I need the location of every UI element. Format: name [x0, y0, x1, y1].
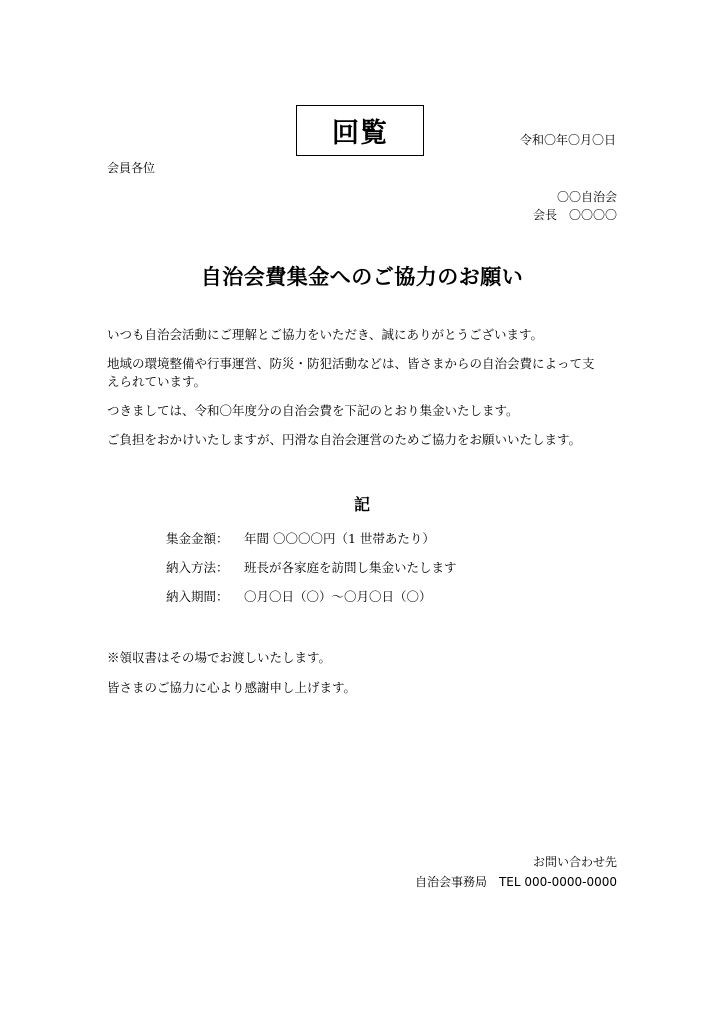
detail-label-amount: 集金金額： [166, 531, 229, 546]
body-paragraph-4: ご負担をおかけいたしますが、円滑な自治会運営のためご協力をお願いいたします。 [107, 432, 582, 447]
sender-organization: 〇〇自治会 [556, 190, 617, 204]
thanks-note: 皆さまのご協力に心より感謝申し上げます。 [107, 680, 357, 695]
contact-label: お問い合わせ先 [532, 855, 617, 869]
recipient: 会員各位 [107, 161, 156, 175]
detail-value-amount: 年間 〇〇〇〇円（1 世帯あたり） [244, 531, 435, 546]
sender-name: 会長 〇〇〇〇 [532, 208, 617, 222]
body-paragraph-1: いつも自治会活動にご理解とご協力をいただき、誠にありがとうございます。 [107, 327, 544, 342]
issue-date: 令和〇年〇月〇日 [519, 133, 616, 147]
detail-value-period: 〇月〇日（〇）～〇月〇日（〇） [244, 589, 432, 604]
detail-value-method: 班長が各家庭を訪問し集金いたします [244, 560, 457, 575]
contact-info: 自治会事務局 TEL 000-0000-0000 [414, 875, 617, 889]
circulation-label: 回覧 [332, 118, 388, 149]
detail-label-method: 納入方法： [166, 560, 229, 575]
body-paragraph-2-line-2: えられています。 [107, 374, 207, 389]
body-paragraph-2-line-1: 地域の環境整備や行事運営、防災・防犯活動などは、皆さまからの自治会費によって支 [107, 356, 595, 371]
body-paragraph-3: つきましては、令和〇年度分の自治会費を下記のとおり集金いたします。 [107, 403, 519, 418]
ki-heading: 記 [353, 495, 370, 514]
circulation-box [296, 105, 424, 156]
detail-label-period: 納入期間： [166, 589, 229, 604]
document-title: 自治会費集金へのご協力のお願い [200, 265, 524, 289]
receipt-note: ※領収書はその場でお渡しいたします。 [107, 650, 332, 665]
